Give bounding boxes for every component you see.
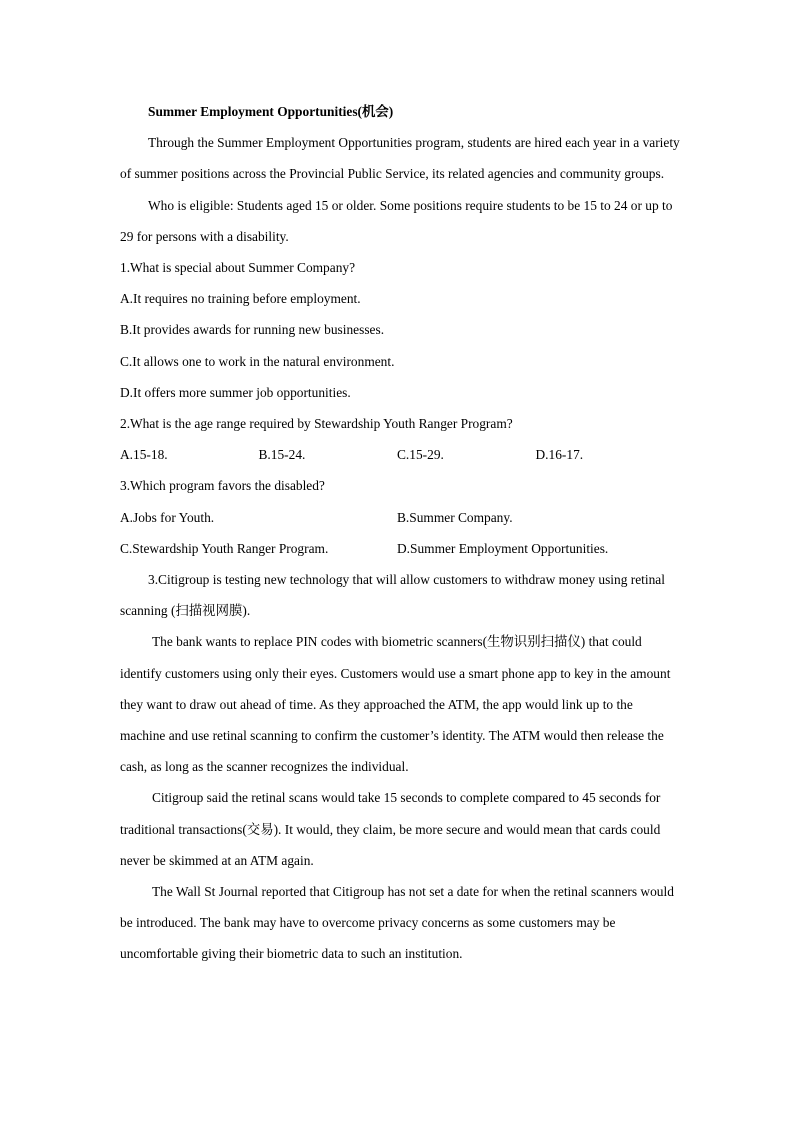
- passage2-paragraph-1: 3.Citigroup is testing new technology that will allow customers to withdraw money using retinal scanning (扫描视网膜).: [120, 572, 665, 619]
- passage1-paragraph-2: Who is eligible: Students aged 15 or older. Some positions require students to be 15 to 24 or up to 29 for persons with a disability.: [120, 197, 673, 244]
- question-2-stem: 2.What is the age range required by Stewardship Youth Ranger Program?: [120, 416, 513, 432]
- passage2-paragraph-3: Citigroup said the retinal scans would take 15 seconds to complete compared to 45 seconds for traditional transactions(交易). It would, they claim, be more secure and would mean that cards could never be skimmed at an ATM again.: [120, 790, 661, 868]
- question-3-options-row-1: [120, 502, 680, 533]
- question-3-option-a: A.Jobs for Youth.: [120, 509, 215, 525]
- question-2-option-b: B.15-24.: [258, 447, 306, 463]
- question-2-option-c: C.15-29.: [397, 447, 444, 463]
- passage1-paragraph-1: Through the Summer Employment Opportunities program, students are hired each year in a variety of summer positions across the Provincial Public Service, its related agencies and community groups.: [120, 135, 680, 182]
- question-2-option-d: D.16-17.: [535, 447, 584, 463]
- question-3-option-d: D.Summer Employment Opportunities.: [397, 540, 609, 556]
- document-body: [120, 96, 680, 970]
- question-1-option-a: A.It requires no training before employment.: [120, 291, 361, 307]
- question-2-options: [120, 439, 680, 470]
- passage-title: Summer Employment Opportunities(机会): [148, 104, 394, 119]
- question-3-stem: 3.Which program favors the disabled?: [120, 478, 325, 494]
- question-1-option-c: C.It allows one to work in the natural environment.: [120, 353, 395, 369]
- passage2-paragraph-4: The Wall St Journal reported that Citigroup has not set a date for when the retinal scanners would be introduced. The bank may have to overcome privacy concerns as some customers may be uncomfortable giving their biometric data to such an institution.: [120, 884, 674, 962]
- question-1-option-b: B.It provides awards for running new businesses.: [120, 322, 385, 338]
- question-1-option-d: D.It offers more summer job opportunities.: [120, 384, 351, 400]
- question-2-option-a: A.15-18.: [120, 447, 168, 463]
- question-3-option-c: C.Stewardship Youth Ranger Program.: [120, 540, 329, 556]
- question-3-option-b: B.Summer Company.: [397, 509, 513, 525]
- question-3-options-row-2: [120, 533, 680, 564]
- question-1-stem: 1.What is special about Summer Company?: [120, 260, 356, 276]
- passage2-paragraph-2: The bank wants to replace PIN codes with biometric scanners(生物识别扫描仪) that could identify customers using only their eyes. Customers would use a smart phone app to key in the amount they want to draw out ahead of time. As they approached the ATM, the app would link up to the machine and use retinal scanning to confirm the customer’s identity. The ATM would then release the cash, as long as the scanner recognizes the individual.: [120, 634, 671, 775]
